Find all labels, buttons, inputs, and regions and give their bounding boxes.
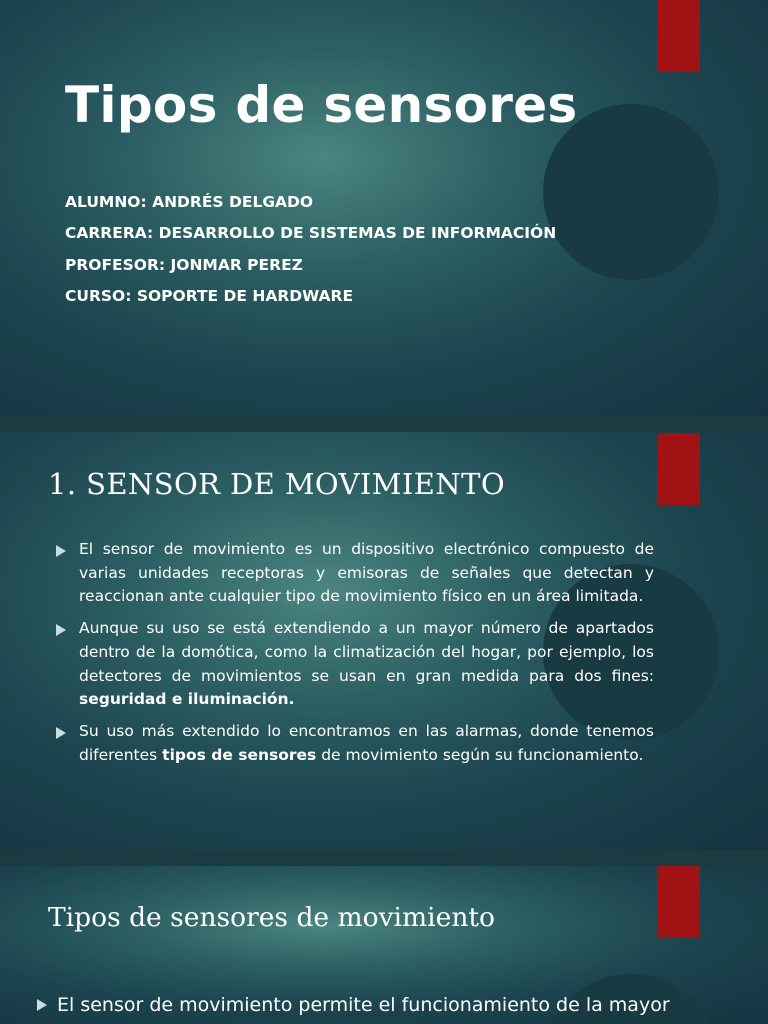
bullet-arrow-icon xyxy=(37,999,47,1011)
author-info-list xyxy=(65,189,556,314)
bullet-bold-text: tipos de sensores xyxy=(162,745,317,764)
bullet-arrow-icon xyxy=(56,624,66,636)
career-line: CARRERA: DESARROLLO DE SISTEMAS DE INFORMACIÓN xyxy=(65,224,557,243)
bullet-list xyxy=(56,538,654,775)
section-title: 1. SENSOR DE MOVIMIENTO xyxy=(48,467,506,501)
bullet-arrow-icon xyxy=(56,545,66,557)
course-line: CURSO: SOPORTE DE HARDWARE xyxy=(65,286,354,305)
bullet-text: de movimiento según su funcionamiento. xyxy=(316,745,644,764)
bullet-text: Su uso más extendido lo encontramos en las alarmas, donde tenemos diferentes xyxy=(79,721,654,764)
accent-bar xyxy=(657,0,700,72)
slide-motion-sensor xyxy=(0,432,768,850)
slide-separator xyxy=(0,850,768,866)
bullet-text: El sensor de movimiento permite el funcionamiento de la mayor xyxy=(57,994,670,1016)
bullet-list xyxy=(37,992,727,1018)
slide-sensor-types xyxy=(0,866,768,1024)
accent-bar xyxy=(657,866,700,938)
accent-bar xyxy=(657,433,700,505)
bullet-arrow-icon xyxy=(56,727,66,739)
professor-line: PROFESOR: JONMAR PEREZ xyxy=(65,255,303,274)
bullet-item xyxy=(56,617,654,712)
page-title: Tipos de sensores xyxy=(65,76,578,134)
student-line: ALUMNO: ANDRÉS DELGADO xyxy=(65,193,314,211)
section-title: Tipos de sensores de movimiento xyxy=(48,902,495,933)
bullet-item xyxy=(56,538,654,609)
bullet-item xyxy=(37,992,727,1018)
bullet-bold-text: seguridad e iluminación. xyxy=(79,690,295,709)
slide-separator xyxy=(0,416,768,432)
slide-title xyxy=(0,0,768,416)
bullet-text: El sensor de movimiento es un dispositivo electrónico compuesto de varias unidades receptoras y emisoras de señales que detectan y reaccionan ante cualquier tipo de movimiento físico en un área limitada. xyxy=(79,540,654,606)
bullet-item xyxy=(56,720,654,767)
bullet-text: Aunque su uso se está extendiendo a un mayor número de apartados dentro de la domótica, como la climatización del hogar, por ejemplo, los detectores de movimientos se usan en gran medida para dos fines: xyxy=(79,619,654,685)
